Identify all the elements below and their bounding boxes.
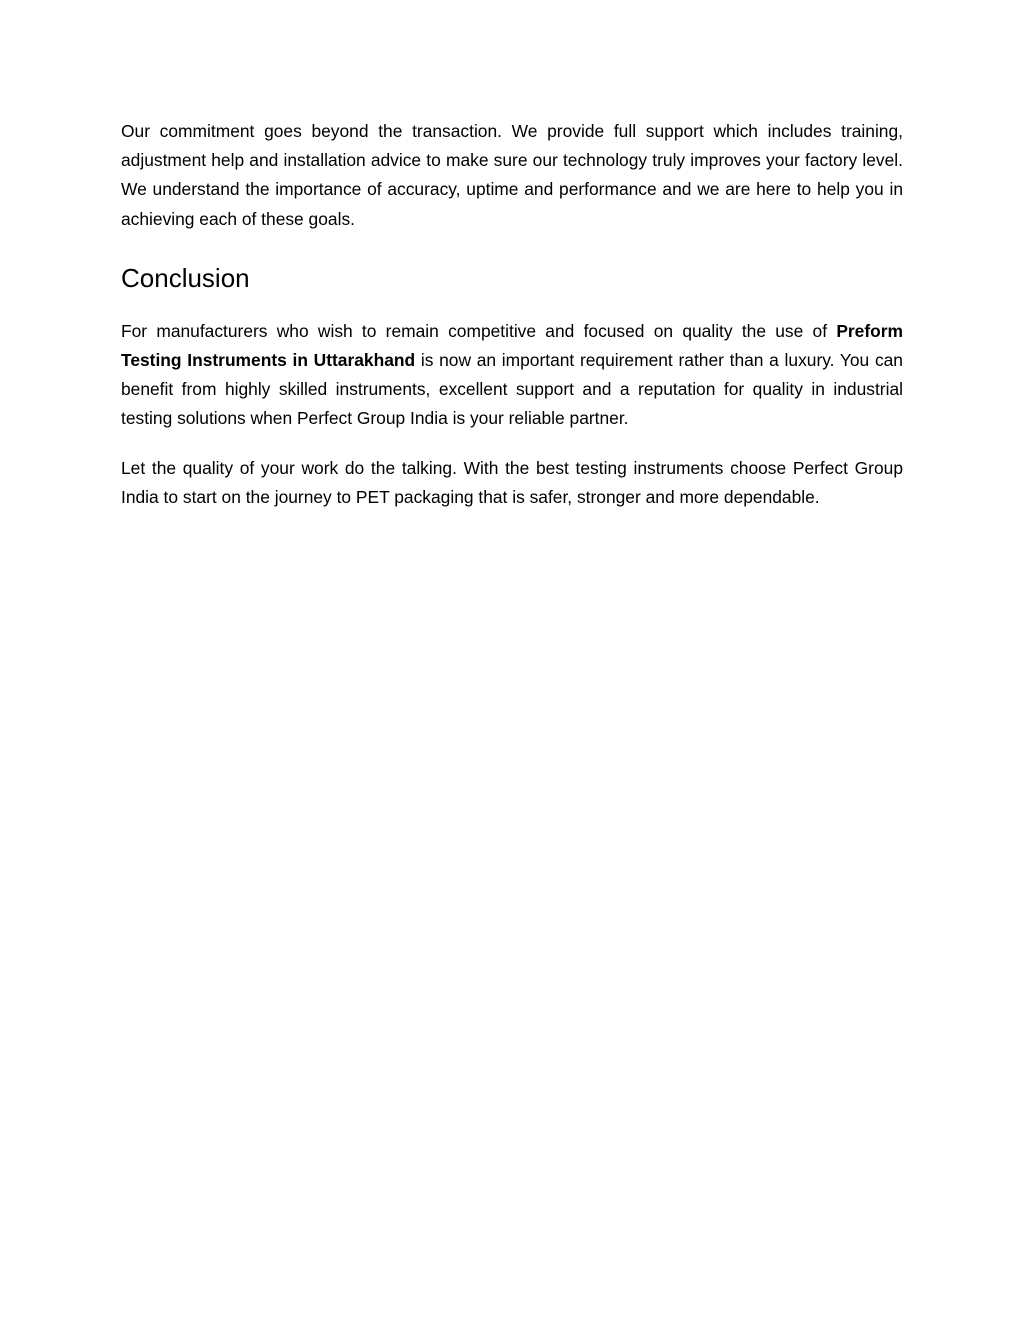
document-content [121, 117, 903, 532]
commitment-paragraph: Our commitment goes beyond the transaction. We provide full support which includes training, adjustment help and installation advice to make sure our technology truly improves your factory level. We understand the importance of accuracy, uptime and performance and we are here to help you in achieving each of these goals. [121, 121, 903, 229]
conclusion-paragraph-1 [121, 317, 903, 434]
conclusion-heading: Conclusion [121, 262, 250, 293]
conclusion-paragraph-2: Let the quality of your work do the talking. With the best testing instruments choose Perfect Group India to start on the journey to PET packaging that is safer, stronger and more dependable. [121, 457, 903, 507]
conclusion-paragraph-1-text-end: is now an important requirement rather than a luxury. You can benefit from highly skilled instruments, excellent support and a reputation for quality in industrial testing solutions when Perfect Group India is your reliable partner. [121, 350, 903, 429]
conclusion-paragraph-1-text-start: For manufacturers who wish to remain competitive and focused on quality the use of [121, 320, 837, 341]
conclusion-paragraph-1-bold-keyword: Preform Testing Instruments in Uttarakhand [121, 320, 903, 371]
